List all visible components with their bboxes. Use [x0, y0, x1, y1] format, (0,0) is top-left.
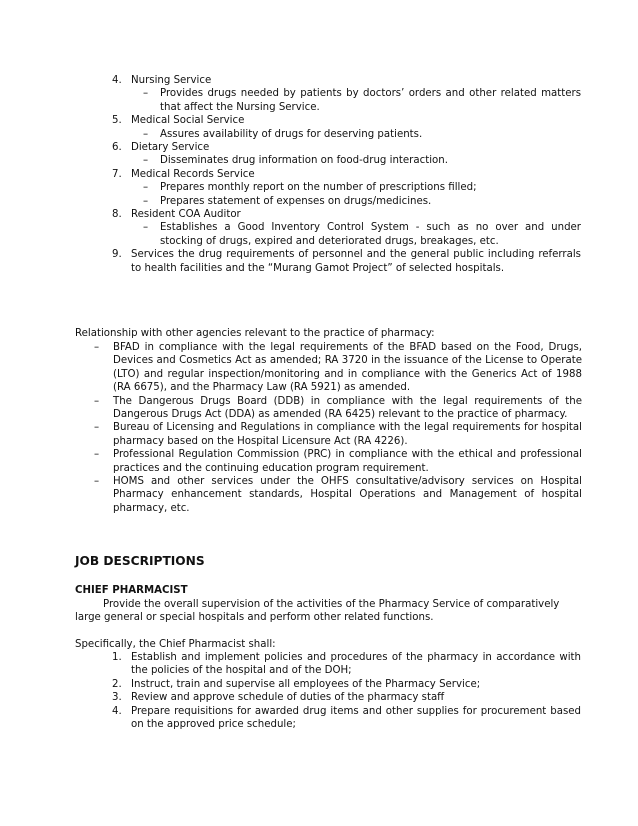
item-text: The Dangerous Drugs Board (DDB) in compliance with the legal requirements of the Dangerous Drugs Act (DDA) as amended (RA 6425) relevant to the practice of pharmacy. — [113, 395, 582, 421]
relationship-list — [0, 341, 638, 515]
list-item — [0, 208, 581, 221]
dash-bullet: – — [143, 88, 149, 100]
item-label: Services the drug requirements of personnel and the general public including referrals to health facilities and the “Murang Gamot Project” of selected hospitals. — [131, 249, 581, 274]
dash-bullet: – — [143, 222, 149, 234]
paragraph-text: Provide the overall supervision of the activities of the Pharmacy Service of comparatively large general or special hospitals and perform other related functions. — [75, 599, 560, 624]
item-number: 6. — [112, 142, 122, 154]
item-number: 8. — [112, 209, 122, 221]
item-label: Dietary Service — [131, 142, 210, 154]
list-item — [0, 705, 581, 732]
item-text: Professional Regulation Commission (PRC) in compliance with the ethical and professional practices and the continuing education program requirement. — [113, 449, 582, 474]
list-item — [0, 114, 581, 127]
item-label: Medical Social Service — [131, 115, 245, 127]
dash-bullet: – — [94, 395, 100, 407]
item-label: Medical Records Service — [131, 168, 255, 180]
item-number: 9. — [112, 249, 122, 261]
sub-list-item — [0, 181, 581, 194]
sub-list-item — [0, 195, 581, 208]
list-item — [0, 678, 581, 691]
sub-item-text: Provides drugs needed by patients by doctors’ orders and other related matters that affect the Nursing Service. — [160, 88, 581, 113]
list-item — [0, 341, 582, 395]
sub-item-text: Establishes a Good Inventory Control System - such as no over and under stocking of drugs, expired and deteriorated drugs, breakages, etc. — [160, 222, 581, 247]
dash-bullet: – — [143, 195, 149, 207]
sub-item-text: Assures availability of drugs for deserving patients. — [160, 128, 423, 140]
item-text: Prepare requisitions for awarded drug items and other supplies for procurement based on the approved price schedule; — [131, 705, 581, 731]
item-number: 4. — [112, 75, 122, 86]
list-item — [0, 141, 581, 154]
duties-list — [0, 651, 638, 731]
item-number: 1. — [112, 652, 122, 663]
list-item — [0, 395, 582, 422]
relationship-heading: Relationship with other agencies relevant to the practice of pharmacy: — [75, 328, 435, 339]
list-item — [0, 448, 582, 475]
sub-list-item — [0, 221, 581, 248]
item-number: 7. — [112, 168, 122, 180]
item-label: Nursing Service — [131, 75, 212, 86]
dash-bullet: – — [143, 155, 149, 167]
dash-bullet: – — [94, 476, 100, 488]
item-label: Resident COA Auditor — [131, 209, 241, 221]
item-number: 4. — [112, 705, 122, 717]
dash-bullet: – — [94, 449, 100, 461]
description-paragraph — [75, 598, 581, 625]
sub-item-text: Prepares monthly report on the number of prescriptions filled; — [160, 182, 477, 194]
dash-bullet: – — [143, 182, 149, 194]
item-text: HOMS and other services under the OHFS consultative/advisory services on Hospital Pharmacy enhancement standards, Hospital Operations and Management of hospital pharmacy, etc. — [113, 476, 582, 514]
list-item — [0, 691, 581, 704]
item-text: Review and approve schedule of duties of the pharmacy staff — [131, 692, 445, 704]
item-number: 5. — [112, 115, 122, 127]
item-text: BFAD in compliance with the legal requirements of the BFAD based on the Food, Drugs, Devices and Cosmetics Act as amended; RA 3720 in the issuance of the License to Operate (LTO) and regular inspection/monitoring and in compliance with the Generics Act of 1988 (RA 6675), and the Pharmacy Law (RA 5921) as amended. — [113, 342, 582, 394]
item-text: Bureau of Licensing and Regulations in compliance with the legal requirements for hospital pharmacy based on the Hospital Licensure Act (RA 4226). — [113, 422, 582, 447]
item-text: Establish and implement policies and procedures of the pharmacy in accordance with the policies of the hospital and of the DOH; — [131, 652, 581, 677]
list-item — [0, 74, 581, 87]
list-item — [0, 651, 581, 678]
dash-bullet: – — [94, 342, 100, 353]
section-heading: JOB DESCRIPTIONS — [75, 554, 205, 568]
sub-item-text: Disseminates drug information on food-drug interaction. — [160, 155, 448, 167]
sub-list-item — [0, 128, 581, 141]
specifically-intro: Specifically, the Chief Pharmacist shall: — [75, 639, 276, 650]
sub-list-item — [0, 87, 581, 114]
list-item — [0, 421, 582, 448]
item-text: Instruct, train and supervise all employees of the Pharmacy Service; — [131, 678, 481, 690]
pharmacy-services-list — [0, 74, 638, 275]
sub-item-text: Prepares statement of expenses on drugs/medicines. — [160, 195, 432, 207]
item-number: 2. — [112, 678, 122, 690]
sub-list-item — [0, 154, 581, 167]
dash-bullet: – — [94, 422, 100, 434]
dash-bullet: – — [143, 128, 149, 140]
item-number: 3. — [112, 692, 122, 704]
list-item — [0, 475, 582, 515]
list-item — [0, 168, 581, 181]
subsection-heading: CHIEF PHARMACIST — [75, 585, 188, 596]
list-item — [0, 248, 581, 275]
